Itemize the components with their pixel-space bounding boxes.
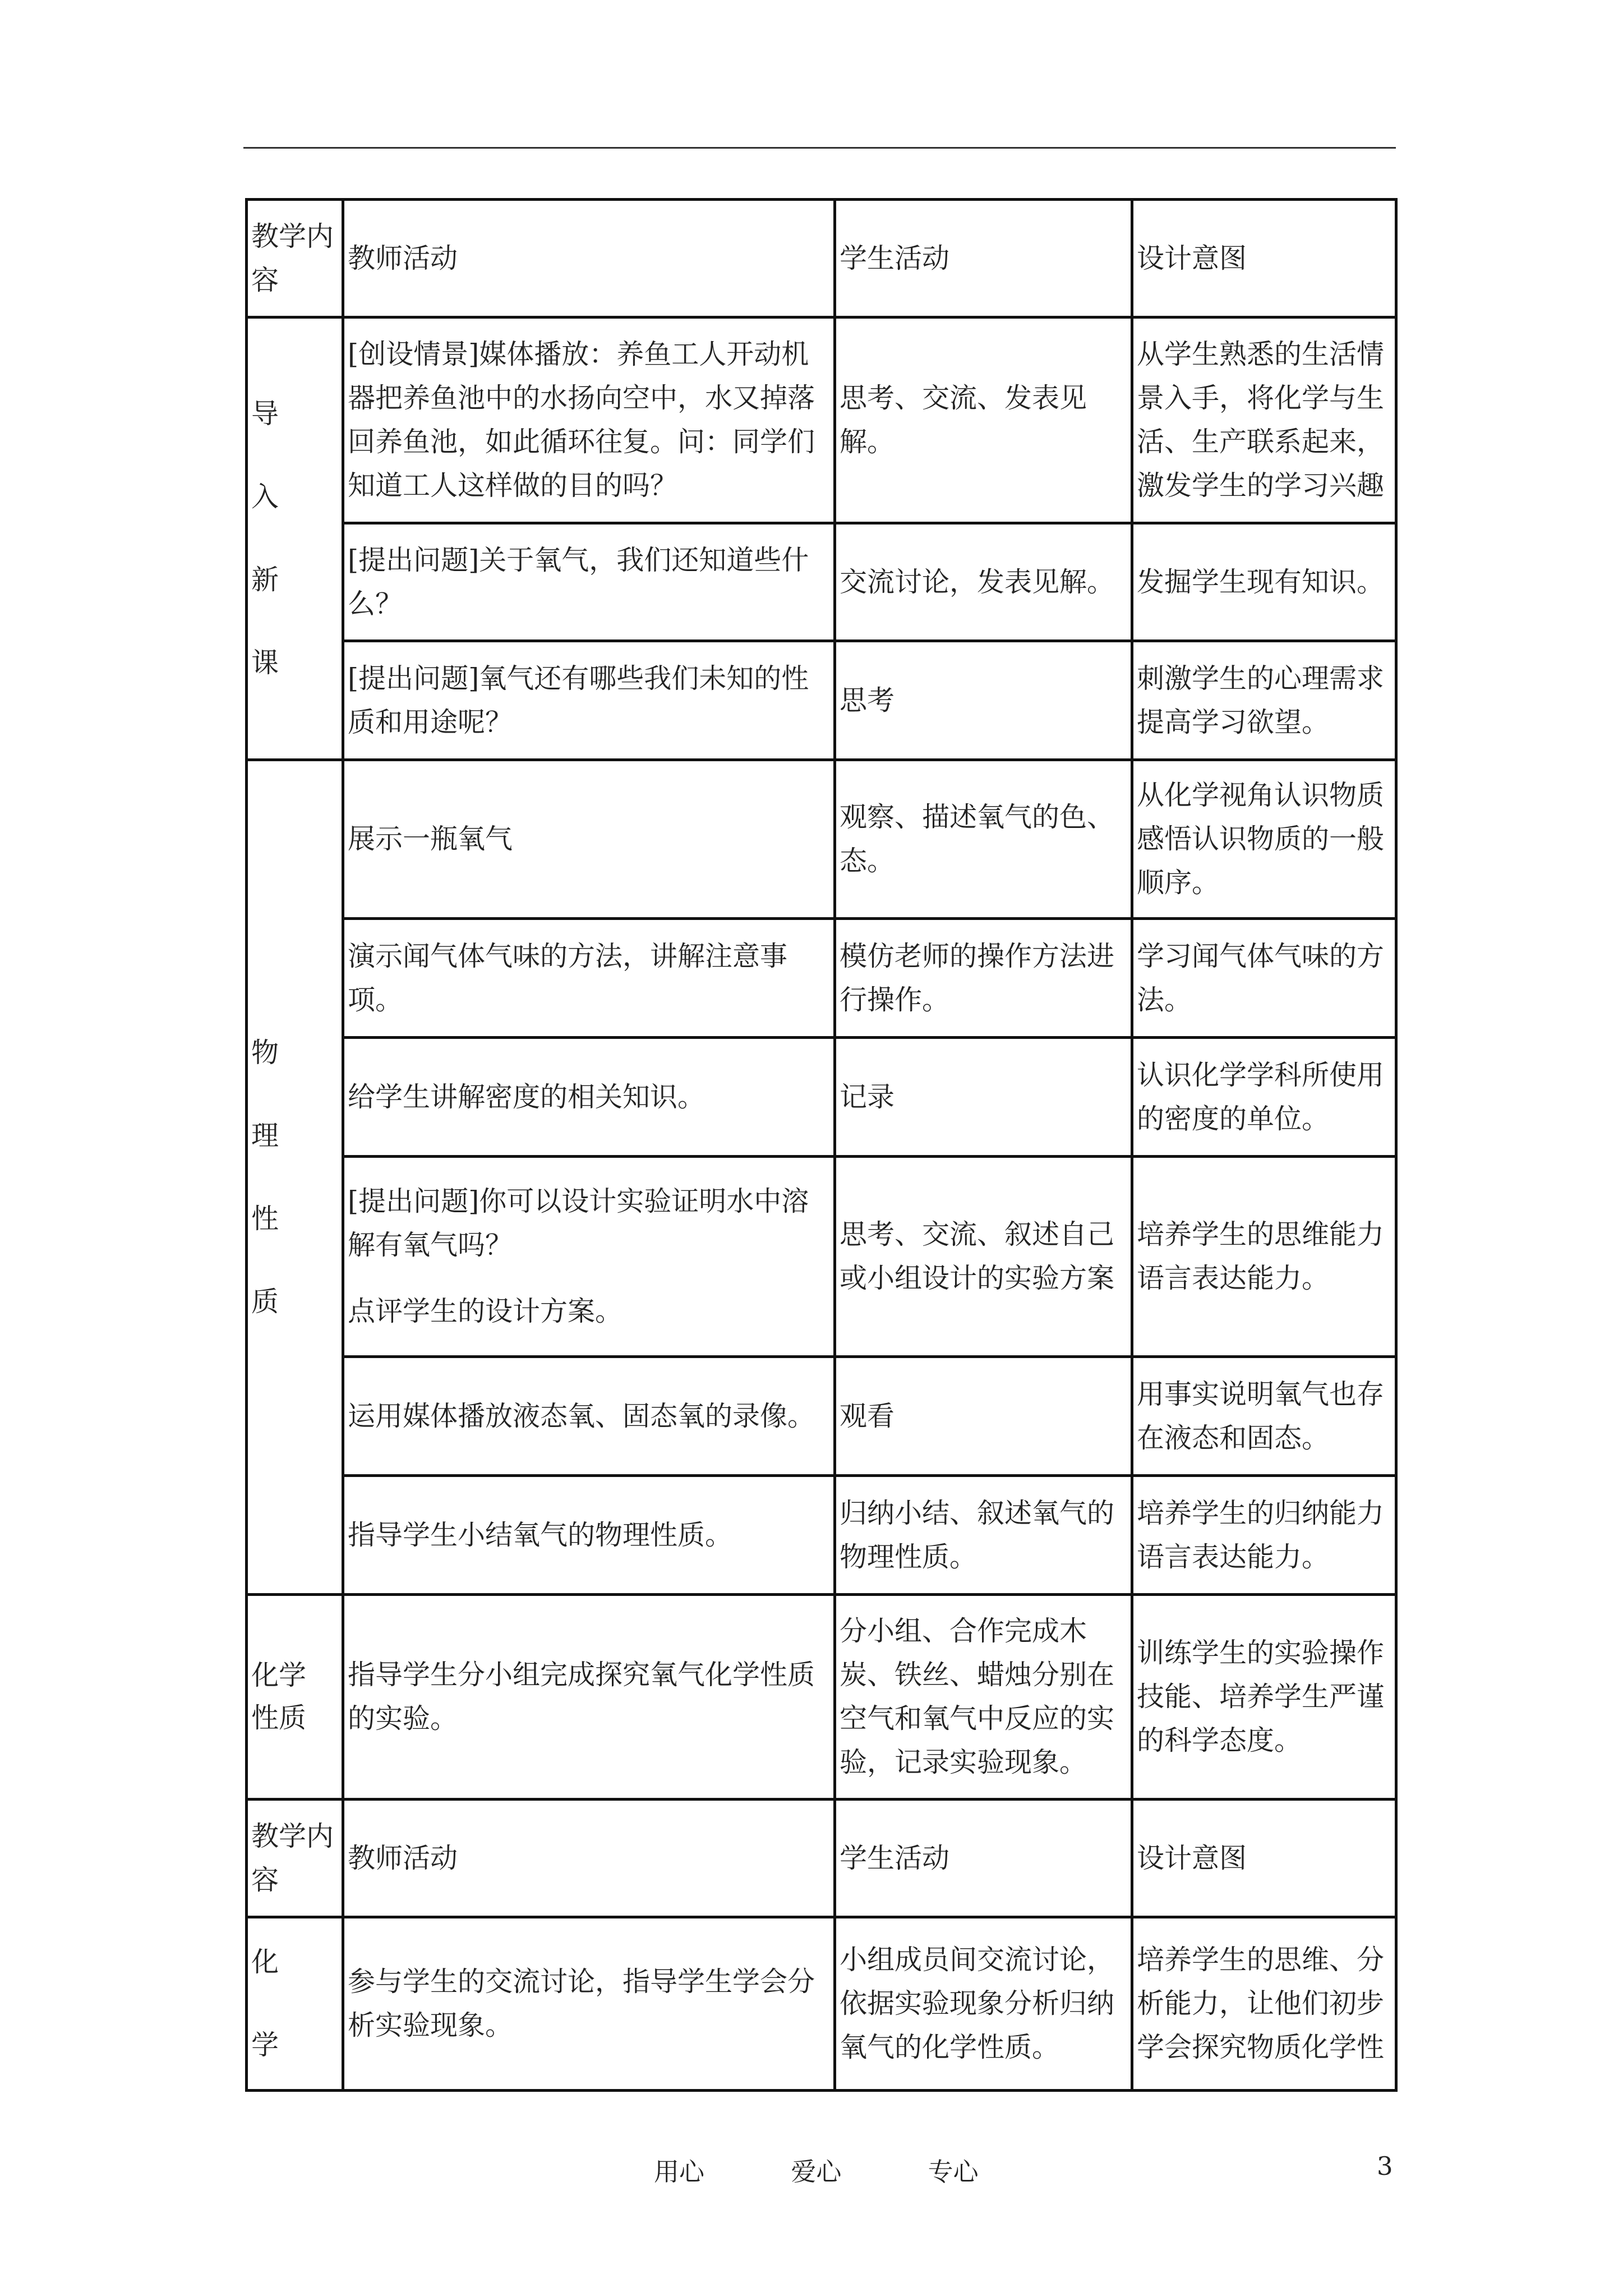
table-header-row <box>247 200 1396 318</box>
student-activity-cell: 交流讨论，发表见解。 <box>835 523 1132 641</box>
header-rule <box>243 147 1396 149</box>
header-intent-cell: 设计意图 <box>1132 200 1396 318</box>
page-number: 3 <box>1377 2151 1393 2181</box>
design-intent-cell: 发掘学生现有知识。 <box>1132 523 1396 641</box>
table-row <box>247 641 1396 760</box>
student-activity-cell: 小组成员间交流讨论，依据实验现象分析归纳氧气的化学性质。 <box>835 1917 1132 2091</box>
header-topic-cell: 教学内容 <box>247 200 343 318</box>
footer-motto: 用心 <box>654 2157 705 2187</box>
teacher-activity-cell: 指导学生分小组完成探究氧气化学性质的实验。 <box>343 1595 835 1800</box>
header-student-cell: 学生活动 <box>835 1800 1132 1917</box>
teacher-activity-cell: 指导学生小结氧气的物理性质。 <box>343 1476 835 1595</box>
header-teacher-cell: 教师活动 <box>343 200 835 318</box>
header-teacher-cell: 教师活动 <box>343 1800 835 1917</box>
table-row <box>247 1157 1396 1357</box>
teacher-activity-cell: [创设情景]媒体播放：养鱼工人开动机器把养鱼池中的水扬向空中，水又掉落回养鱼池，如此循环往复。问：同学们知道工人这样做的目的吗？ <box>343 318 835 523</box>
table-header-row <box>247 1800 1396 1917</box>
teacher-activity-cell: 展示一瓶氧气 <box>343 760 835 919</box>
student-activity-cell: 思考 <box>835 641 1132 760</box>
teacher-activity-cell: 运用媒体播放液态氧、固态氧的录像。 <box>343 1357 835 1476</box>
table-row <box>247 1357 1396 1476</box>
header-intent-cell: 设计意图 <box>1132 1800 1396 1917</box>
table-row <box>247 318 1396 523</box>
design-intent-cell: 认识化学学科所使用的密度的单位。 <box>1132 1038 1396 1157</box>
teacher-activity-cell: 演示闻气体气味的方法，讲解注意事项。 <box>343 919 835 1038</box>
student-activity-cell: 观察、描述氧气的色、态。 <box>835 760 1132 919</box>
footer-motto: 爱心 <box>791 2157 842 2187</box>
design-intent-cell: 培养学生的思维、分析能力，让他们初步学会探究物质化学性 <box>1132 1917 1396 2091</box>
topic-cell-physical: 物 理 性 质 <box>247 760 343 1595</box>
teacher-question-text: [提出问题]你可以设计实验证明水中溶解有氧气吗？ <box>348 1185 809 1261</box>
topic-cell-intro: 导 入 新 课 <box>247 318 343 760</box>
header-topic-cell: 教学内容 <box>247 1800 343 1917</box>
topic-cell-chemical-continued: 化 学 <box>247 1917 343 2091</box>
lesson-plan-table <box>245 198 1398 2092</box>
student-activity-cell: 记录 <box>835 1038 1132 1157</box>
table-row <box>247 1917 1396 2091</box>
table-row <box>247 1595 1396 1800</box>
design-intent-cell: 培养学生的思维能力语言表达能力。 <box>1132 1157 1396 1357</box>
student-activity-cell: 模仿老师的操作方法进行操作。 <box>835 919 1132 1038</box>
design-intent-cell: 刺激学生的心理需求提高学习欲望。 <box>1132 641 1396 760</box>
table-row <box>247 1476 1396 1595</box>
design-intent-cell: 培养学生的归纳能力语言表达能力。 <box>1132 1476 1396 1595</box>
design-intent-cell: 从学生熟悉的生活情景入手，将化学与生活、生产联系起来，激发学生的学习兴趣 <box>1132 318 1396 523</box>
teacher-activity-cell: [提出问题]氧气还有哪些我们未知的性质和用途呢？ <box>343 641 835 760</box>
table-row <box>247 760 1396 919</box>
student-activity-cell: 观看 <box>835 1357 1132 1476</box>
student-activity-cell: 思考、交流、叙述自己或小组设计的实验方案 <box>835 1157 1132 1357</box>
table-row <box>247 523 1396 641</box>
student-activity-cell: 归纳小结、叙述氧气的物理性质。 <box>835 1476 1132 1595</box>
design-intent-cell: 从化学视角认识物质感悟认识物质的一般顺序。 <box>1132 760 1396 919</box>
footer-mottos <box>654 2151 979 2188</box>
header-student-cell: 学生活动 <box>835 200 1132 318</box>
teacher-activity-cell: [提出问题]关于氧气，我们还知道些什么？ <box>343 523 835 641</box>
student-activity-cell: 分小组、合作完成木炭、铁丝、蜡烛分别在空气和氧气中反应的实验，记录实验现象。 <box>835 1595 1132 1800</box>
student-activity-cell: 思考、交流、发表见解。 <box>835 318 1132 523</box>
design-intent-cell: 训练学生的实验操作技能、培养学生严谨的科学态度。 <box>1132 1595 1396 1800</box>
teacher-activity-cell: 给学生讲解密度的相关知识。 <box>343 1038 835 1157</box>
table-row <box>247 919 1396 1038</box>
topic-cell-chemical: 化学 性质 <box>247 1595 343 1800</box>
teacher-comment-text: 点评学生的设计方案。 <box>348 1295 623 1327</box>
design-intent-cell: 用事实说明氧气也存在液态和固态。 <box>1132 1357 1396 1476</box>
design-intent-cell: 学习闻气体气味的方法。 <box>1132 919 1396 1038</box>
table-row <box>247 1038 1396 1157</box>
teacher-activity-cell <box>343 1157 835 1357</box>
footer-motto: 专心 <box>928 2157 979 2187</box>
teacher-activity-cell: 参与学生的交流讨论，指导学生学会分析实验现象。 <box>343 1917 835 2091</box>
